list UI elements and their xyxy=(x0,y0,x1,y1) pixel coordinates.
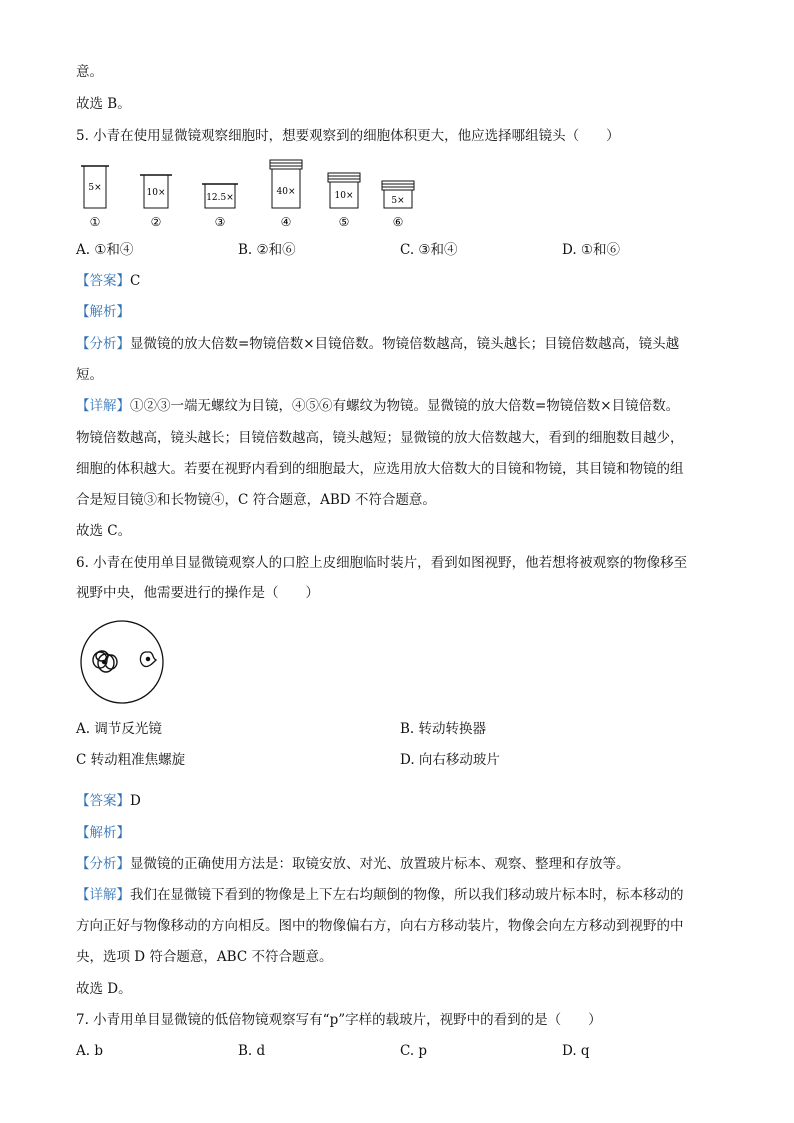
lens-6-label: 5× xyxy=(391,196,405,206)
q5-answer-value: C xyxy=(130,273,141,289)
lens-figure xyxy=(76,156,426,232)
q5-xiangjie-1 xyxy=(76,396,679,416)
lens-2 xyxy=(140,175,172,229)
q7-stem: 7. 小青用单目显微镜的低倍物镜观察写有“p”字样的载玻片，视野中的看到的是（ ） xyxy=(76,1012,602,1028)
lens-5 xyxy=(328,173,360,229)
prev-tail: 意。 xyxy=(76,64,103,80)
q5-xiangjie-3: 细胞的体积越大。若要在视野内看到的细胞最大，应选用放大倍数大的目镜和物镜，其目镜和物镜的组 xyxy=(76,461,684,477)
q5-option-a: A. ①和④ xyxy=(76,242,134,258)
cell-cluster-left xyxy=(93,651,117,672)
lens-3-label: 12.5× xyxy=(206,193,234,203)
q6-option-b: B. 转动转换器 xyxy=(400,721,487,737)
lens-1 xyxy=(81,166,109,229)
q6-answer-value: D xyxy=(130,793,141,809)
lens-4-label: 40× xyxy=(276,187,296,197)
microscope-field-figure xyxy=(78,618,170,706)
q5-fenxi-2: 短。 xyxy=(76,367,103,383)
lens-6-num: ⑥ xyxy=(392,215,404,229)
q6-option-c: C 转动粗准焦螺旋 xyxy=(76,752,186,768)
lens-3-num: ③ xyxy=(214,215,226,229)
q5-fenxi-tag: 【分析】 xyxy=(76,336,130,352)
q6-option-a: A. 调节反光镜 xyxy=(76,721,162,737)
q7-option-a: A. b xyxy=(76,1043,103,1059)
lens-1-num: ① xyxy=(89,215,101,229)
lens-3 xyxy=(202,184,238,229)
lens-4 xyxy=(270,160,302,229)
lens-4-num: ④ xyxy=(280,215,292,229)
q6-analysis-tag: 【解析】 xyxy=(76,825,130,841)
q5-analysis-tag: 【解析】 xyxy=(76,304,130,320)
q7-option-b: B. d xyxy=(238,1043,266,1059)
q5-fenxi-1 xyxy=(76,334,679,354)
q6-answer xyxy=(76,791,141,811)
q5-option-b: B. ②和⑥ xyxy=(238,242,296,258)
q6-fenxi-tag: 【分析】 xyxy=(76,856,130,872)
q6-stem-1: 6. 小青在使用单目显微镜观察人的口腔上皮细胞临时装片，看到如图视野，他若想将被观察的物像移至 xyxy=(76,555,688,571)
q6-conclusion: 故选 D。 xyxy=(76,981,132,997)
q6-option-d: D. 向右移动玻片 xyxy=(400,752,500,768)
q6-xiangjie-tag: 【详解】 xyxy=(76,887,130,903)
lens-1-label: 5× xyxy=(88,183,102,193)
lens-5-label: 10× xyxy=(334,191,354,201)
q6-fenxi-1 xyxy=(76,854,630,874)
q5-xiangjie-2: 物镜倍数越高，镜头越长；目镜倍数越高，镜头越短；显微镜的放大倍数越大，看到的细胞数目越少， xyxy=(76,430,684,446)
q6-xiangjie-2: 方向正好与物像移动的方向相反。图中的物像偏右方，向右方移动装片，物像会向左方移动到视野的中 xyxy=(76,918,684,934)
lens-2-num: ② xyxy=(150,215,162,229)
lens-2-label: 10× xyxy=(146,188,166,198)
q6-stem-2: 视野中央，他需要进行的操作是（ ） xyxy=(76,585,319,601)
epithelial-cell-right xyxy=(140,652,156,667)
q5-option-d: D. ①和⑥ xyxy=(562,242,621,258)
q5-answer xyxy=(76,271,140,291)
q6-xiangjie-3: 央，选项 D 符合题意，ABC 不符合题意。 xyxy=(76,949,333,965)
q7-option-d: D. q xyxy=(562,1043,590,1059)
lens-5-num: ⑤ xyxy=(338,215,350,229)
q5-option-c: C. ③和④ xyxy=(400,242,458,258)
q5-xiangjie-text-1: ①②③一端无螺纹为目镜，④⑤⑥有螺纹为物镜。显微镜的放大倍数=物镜倍数×目镜倍数。 xyxy=(130,398,680,414)
q7-option-c: C. p xyxy=(400,1043,428,1059)
q6-xiangjie-1 xyxy=(76,885,684,905)
q5-xiangjie-tag: 【详解】 xyxy=(76,398,130,414)
q5-xiangjie-4: 合是短目镜③和长物镜④，C 符合题意，ABD 不符合题意。 xyxy=(76,492,436,508)
q5-stem: 5. 小青在使用显微镜观察细胞时，想要观察到的细胞体积更大，他应选择哪组镜头（ ） xyxy=(76,128,620,144)
q6-fenxi-text-1: 显微镜的正确使用方法是：取镜安放、对光、放置玻片标本、观察、整理和存放等。 xyxy=(130,856,630,872)
q5-conclusion: 故选 C。 xyxy=(76,523,132,539)
q5-answer-tag: 【答案】 xyxy=(76,273,130,289)
prev-conclusion: 故选 B。 xyxy=(76,96,131,112)
lens-6 xyxy=(382,181,414,229)
q6-answer-tag: 【答案】 xyxy=(76,793,130,809)
q6-xiangjie-text-1: 我们在显微镜下看到的物像是上下左右均颠倒的物像，所以我们移动玻片标本时，标本移动的 xyxy=(130,887,684,903)
q5-fenxi-text-1: 显微镜的放大倍数=物镜倍数×目镜倍数。物镜倍数越高，镜头越长；目镜倍数越高，镜头越 xyxy=(130,336,680,352)
